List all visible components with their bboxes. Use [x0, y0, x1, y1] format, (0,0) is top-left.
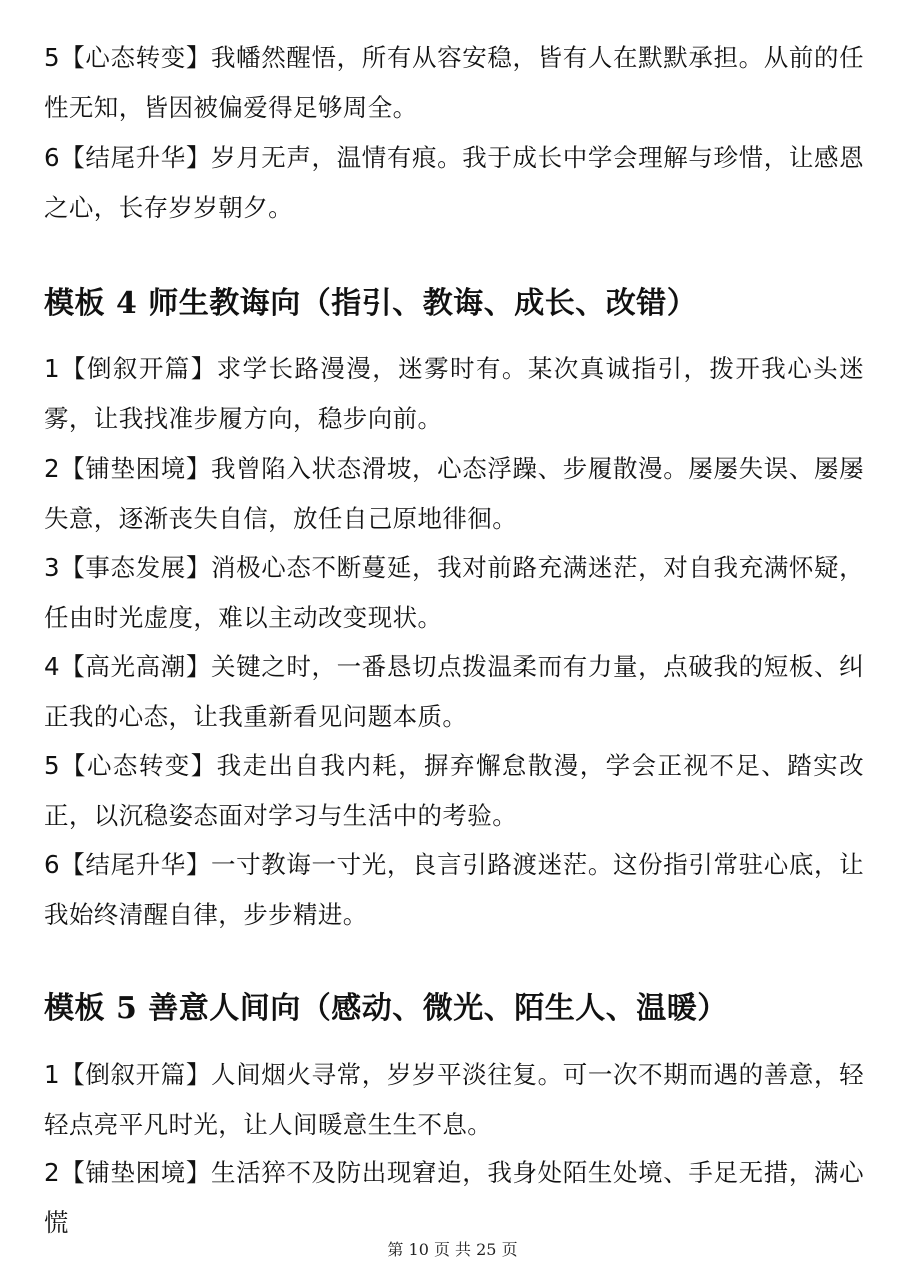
paragraph-2-foreshadow-dilemma: 2【铺垫困境】我曾陷入状态滑坡，心态浮躁、步履散漫。屡屡失误、屡屡失意，逐渐丧失自信，放任自己原地徘徊。 [44, 454, 864, 533]
section-heading-template-4: 模板 4 师生教诲向（指引、教诲、成长、改错） [44, 286, 698, 321]
page-number-footer: 第 10 页 共 25 页 [387, 1240, 518, 1259]
paragraph-5-mindset-shift: 5【心态转变】我幡然醒悟，所有从容安稳，皆有人在默默承担。从前的任性无知，皆因被偏爱得足够周全。 [44, 43, 864, 122]
paragraph-3-development: 3【事态发展】消极心态不断蔓延，我对前路充满迷茫，对自我充满怀疑，任由时光虚度，难以主动改变现状。 [44, 553, 864, 632]
section-heading-template-5: 模板 5 善意人间向（感动、微光、陌生人、温暖） [44, 991, 728, 1026]
paragraph-1-flashback-opening: 1【倒叙开篇】求学长路漫漫，迷雾时有。某次真诚指引，拨开我心头迷雾，让我找准步履方向，稳步向前。 [44, 354, 864, 433]
paragraph-6-ending: 6【结尾升华】岁月无声，温情有痕。我于成长中学会理解与珍惜，让感恩之心，长存岁岁朝夕。 [44, 143, 864, 222]
paragraph-4-climax: 4【高光高潮】关键之时，一番恳切点拨温柔而有力量，点破我的短板、纠正我的心态，让我重新看见问题本质。 [44, 652, 864, 731]
paragraph-6-ending: 6【结尾升华】一寸教诲一寸光，良言引路渡迷茫。这份指引常驻心底，让我始终清醒自律，步步精进。 [44, 850, 864, 929]
paragraph-1-flashback-opening: 1【倒叙开篇】人间烟火寻常，岁岁平淡往复。可一次不期而遇的善意，轻轻点亮平凡时光，让人间暖意生生不息。 [44, 1060, 864, 1139]
paragraph-2-foreshadow-dilemma: 2【铺垫困境】生活猝不及防出现窘迫，我身处陌生处境、手足无措，满心慌 [44, 1158, 864, 1237]
paragraph-5-mindset-shift: 5【心态转变】我走出自我内耗，摒弃懈怠散漫，学会正视不足、踏实改正，以沉稳姿态面对学习与生活中的考验。 [44, 751, 864, 830]
